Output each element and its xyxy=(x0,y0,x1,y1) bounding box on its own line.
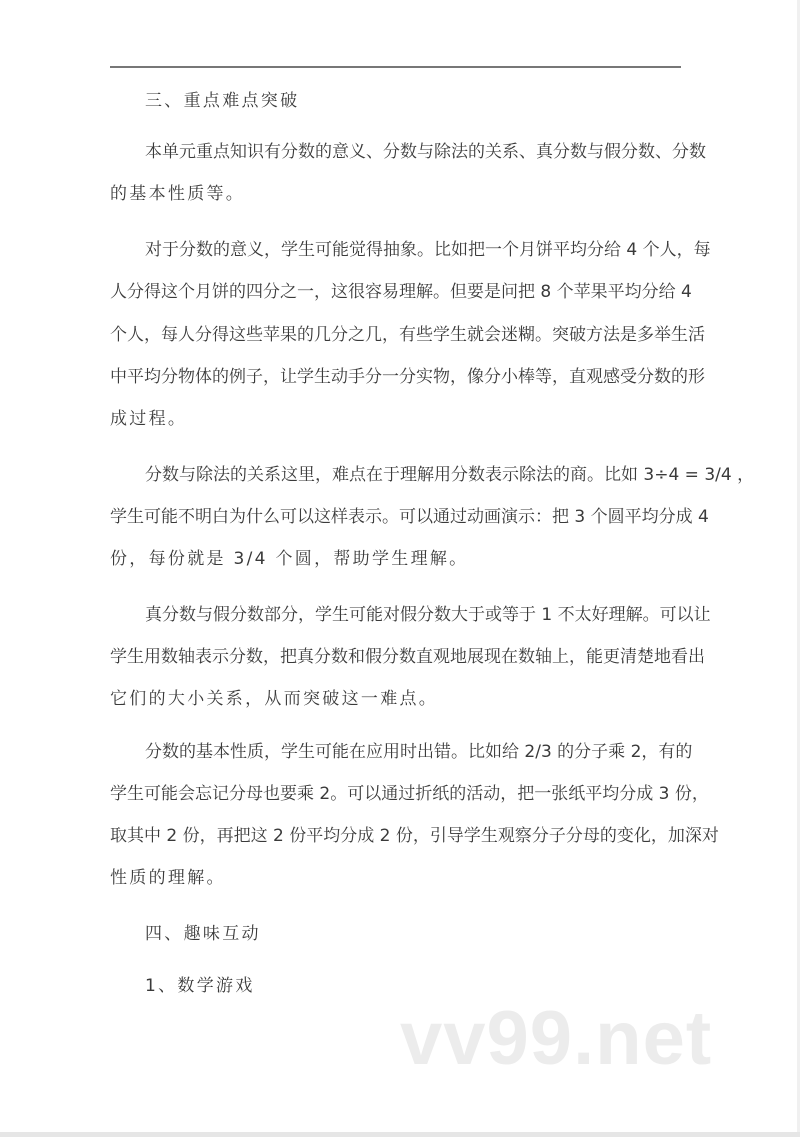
paragraph-line: 学生用数轴表示分数，把真分数和假分数直观地展现在数轴上，能更清楚地看出 xyxy=(110,647,705,667)
paragraph-line: 它们的大小关系，从而突破这一难点。 xyxy=(110,689,439,709)
paragraph-line: 成过程。 xyxy=(110,409,188,429)
paragraph-line: 本单元重点知识有分数的意义、分数与除法的关系、真分数与假分数、分数 xyxy=(145,142,706,162)
paragraph-line: 真分数与假分数部分，学生可能对假分数大于或等于 1 不太好理解。可以让 xyxy=(145,605,711,625)
paragraph-line: 的基本性质等。 xyxy=(110,184,246,204)
paragraph-line: 对于分数的意义，学生可能觉得抽象。比如把一个月饼平均分给 4 个人，每 xyxy=(145,240,711,260)
paragraph-line: 分数的基本性质，学生可能在应用时出错。比如给 2/3 的分子乘 2，有的 xyxy=(145,742,693,762)
header-rule xyxy=(110,66,681,68)
paragraph-line: 分数与除法的关系这里，难点在于理解用分数表示除法的商。比如 3÷4 = 3/4 ， xyxy=(145,465,755,485)
paragraph-line: 学生可能会忘记分母也要乘 2。可以通过折纸的活动，把一张纸平均分成 3 份， xyxy=(110,784,709,804)
watermark: vv99.net xyxy=(400,996,713,1081)
paragraph-line: 个人，每人分得这些苹果的几分之几，有些学生就会迷糊。突破方法是多举生活 xyxy=(110,325,705,345)
section-heading-3: 三、重点难点突破 xyxy=(145,91,300,111)
paragraph-line: 性质的理解。 xyxy=(110,868,226,888)
paragraph-line: 取其中 2 份，再把这 2 份平均分成 2 份，引导学生观察分子分母的变化，加深对 xyxy=(110,826,719,846)
page-bottom-edge xyxy=(0,1132,800,1137)
paragraph-line: 中平均分物体的例子，让学生动手分一分实物，像分小棒等，直观感受分数的形 xyxy=(110,367,705,387)
paragraph-line: 学生可能不明白为什么可以这样表示。可以通过动画演示：把 3 个圆平均分成 4 xyxy=(110,507,709,527)
section-heading-4: 四、趣味互动 xyxy=(145,924,261,944)
subheading: 1、数学游戏 xyxy=(145,976,255,996)
paragraph-line: 份，每份就是 3/4 个圆，帮助学生理解。 xyxy=(110,549,469,569)
paragraph-line: 人分得这个月饼的四分之一，这很容易理解。但要是问把 8 个苹果平均分给 4 xyxy=(110,282,692,302)
